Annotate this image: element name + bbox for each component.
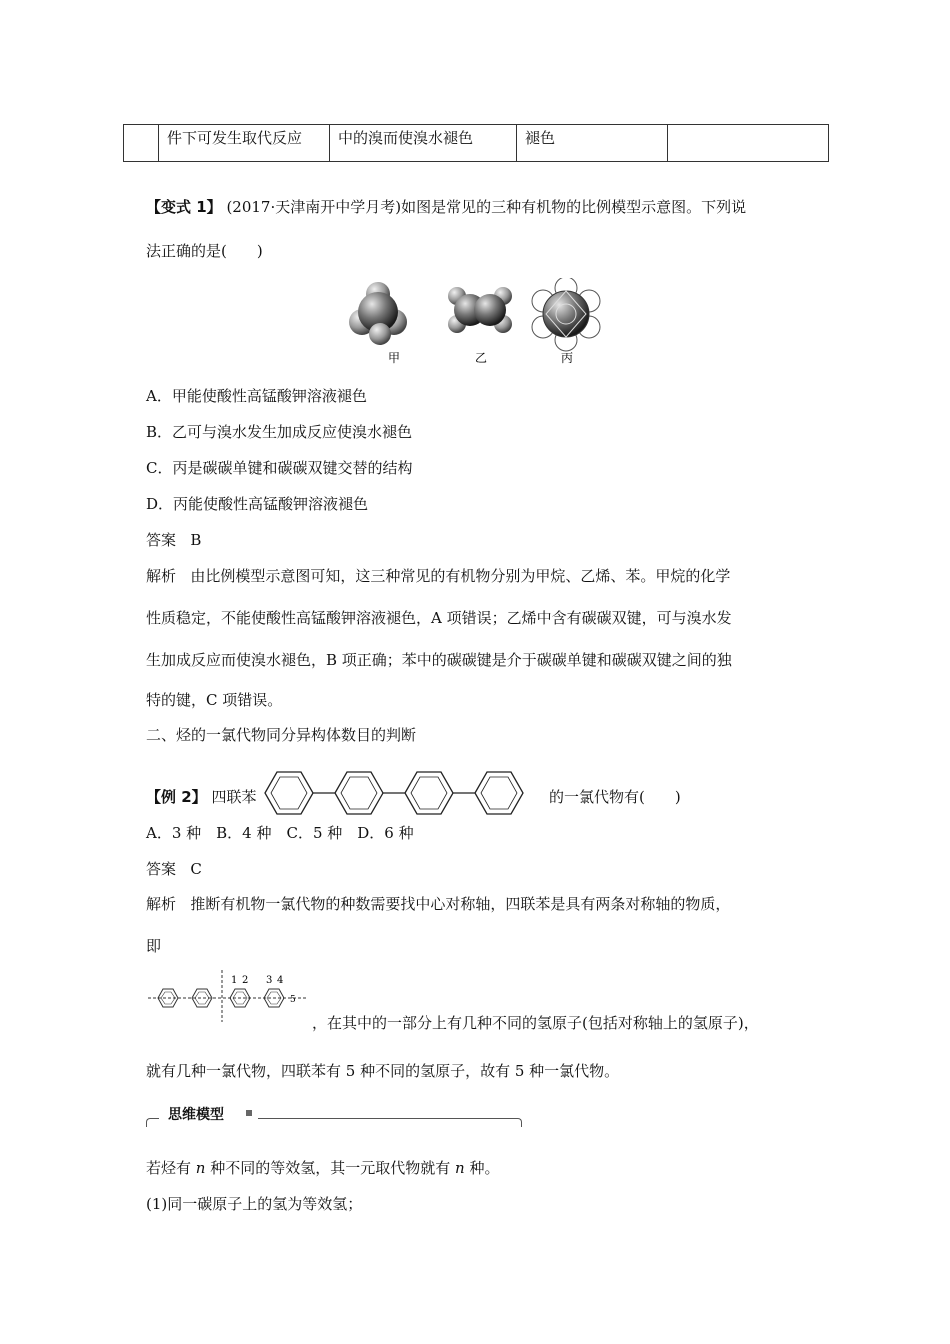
example2-analysis-line2: 即 <box>146 937 162 955</box>
model-variable: n <box>195 1159 206 1177</box>
answer-label: 答案 <box>146 531 177 549</box>
variant1-answer <box>146 529 201 550</box>
molecule-models-figure <box>340 278 610 370</box>
variant1-analysis-line4: 特的键，C 项错误。 <box>146 691 283 709</box>
analysis-text: 由比例模型示意图可知，这三种常见的有机物分别为甲烷、乙烯、苯。甲烷的化学 <box>190 567 731 585</box>
answer-label: 答案 <box>146 860 177 878</box>
analysis-label: 解析 <box>146 567 177 585</box>
h-position-2: 2 <box>242 975 249 986</box>
example2-answer <box>146 858 202 879</box>
model-text: 若烃有 <box>146 1159 192 1177</box>
model-title: 思维模型 <box>168 1107 224 1123</box>
variant1-tag: 【变式 1】 <box>146 198 222 216</box>
h-position-4: 4 <box>277 975 284 986</box>
table-cell <box>124 125 159 162</box>
example2-suffix: 的一氯代物有( ) <box>549 788 681 806</box>
benzene-model <box>532 278 600 351</box>
model-marker <box>246 1110 252 1116</box>
table-cell: 中的溴而使溴水褪色 <box>330 125 517 162</box>
section2-heading: 二、烃的一氯代物同分异构体数目的判断 <box>146 726 417 744</box>
model-header <box>146 1104 522 1126</box>
model-text: 种。 <box>469 1159 500 1177</box>
option-b: B．乙可与溴水发生加成反应使溴水褪色 <box>146 423 413 441</box>
example2-analysis-line1 <box>146 893 730 914</box>
variant1-analysis-line1 <box>146 565 730 586</box>
answer-value: B <box>190 531 202 549</box>
table-cell: 件下可发生取代反应 <box>159 125 330 162</box>
option-c: C．丙是碳碳单键和碳碳双键交替的结构 <box>146 459 413 477</box>
table-cell <box>668 125 829 162</box>
methane-model <box>349 282 407 345</box>
model-variable: n <box>455 1159 465 1177</box>
option-d: D．丙能使酸性高锰酸钾溶液褪色 <box>146 495 369 513</box>
symmetry-axis-diagram <box>146 968 311 1024</box>
label-bing: 丙 <box>561 351 574 365</box>
h-position-1: 1 <box>231 975 238 986</box>
property-table <box>123 124 829 162</box>
example2-stem <box>146 786 256 807</box>
example2-after-diagram: ，在其中的一部分上有几种不同的氢原子(包括对称轴上的氢原子)， <box>312 1014 759 1032</box>
example2-prefix: 四联苯 <box>211 788 257 806</box>
h-position-3: 3 <box>266 975 273 986</box>
model-bracket-left <box>146 1118 159 1127</box>
table-cell: 褪色 <box>517 125 668 162</box>
analysis-label: 解析 <box>146 895 177 913</box>
option-a: A．甲能使酸性高锰酸钾溶液褪色 <box>146 387 367 405</box>
analysis-text: 推断有机物一氯代物的种数需要找中心对称轴，四联苯是具有两条对称轴的物质， <box>190 895 731 913</box>
table-row <box>124 125 829 162</box>
ethylene-model <box>448 287 512 333</box>
answer-value: C <box>190 860 202 878</box>
h-position-5: 5 <box>290 995 296 1005</box>
quaterphenyl-structure <box>255 758 545 828</box>
model-text: 种不同的等效氢，其一元取代物就有 <box>210 1159 451 1177</box>
label-jia: 甲 <box>388 351 401 365</box>
variant1-stem <box>146 196 746 217</box>
variant1-analysis-line2: 性质稳定，不能使酸性高锰酸钾溶液褪色，A 项错误；乙烯中含有碳碳双键，可与溴水发 <box>146 609 732 627</box>
model-item1: (1)同一碳原子上的氢为等效氢； <box>146 1195 363 1213</box>
variant1-stem-line2: 法正确的是( ) <box>146 242 263 260</box>
example2-options: A．3 种 B．4 种 C．5 种 D．6 种 <box>146 824 414 842</box>
label-yi: 乙 <box>475 351 488 365</box>
variant1-stem-line1: (2017·天津南开中学月考)如图是常见的三种有机物的比例模型示意图。下列说 <box>226 198 747 216</box>
example2-conclusion: 就有几种一氯代物，四联苯有 5 种不同的氢原子，故有 5 种一氯代物。 <box>146 1062 620 1080</box>
model-bracket-right <box>258 1118 522 1127</box>
example2-tag: 【例 2】 <box>146 788 207 806</box>
variant1-analysis-line3: 生加成反应而使溴水褪色，B 项正确；苯中的碳碳键是介于碳碳单键和碳碳双键之间的独 <box>146 651 732 669</box>
model-line1 <box>146 1157 500 1178</box>
